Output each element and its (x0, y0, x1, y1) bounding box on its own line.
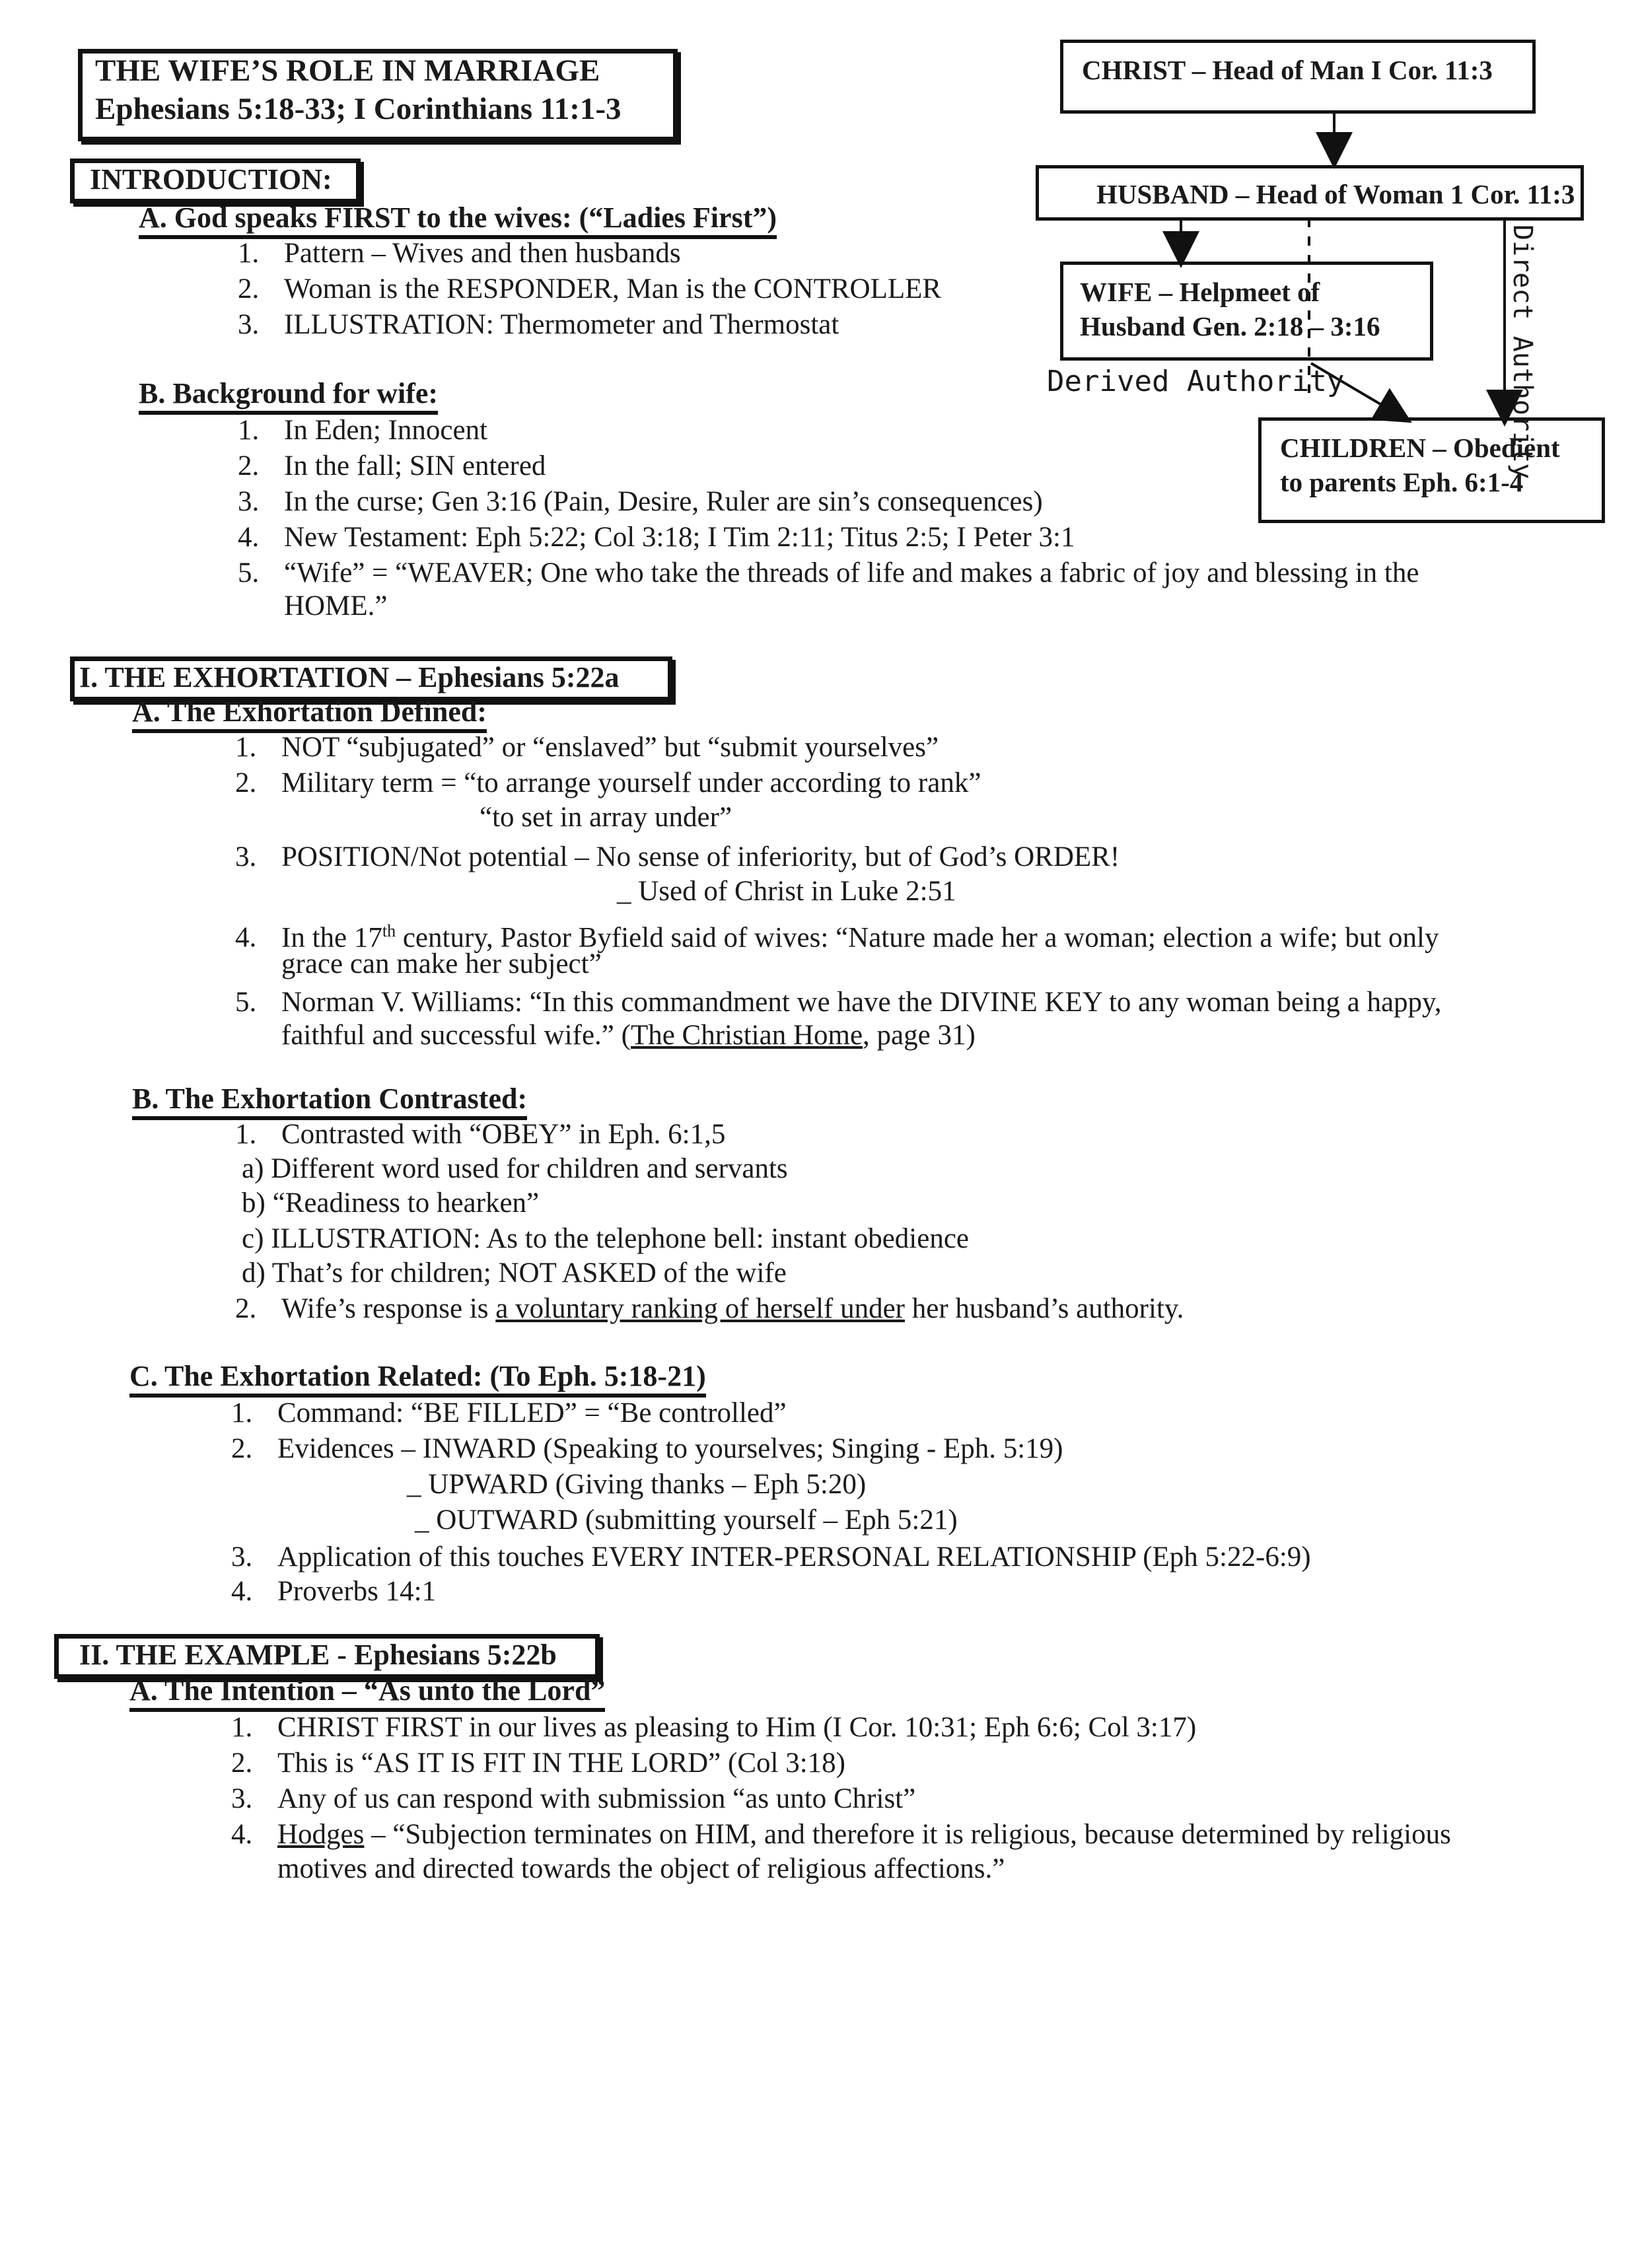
wife-label-line1: WIFE – Helpmeet of (1080, 277, 1320, 307)
list-item: 1. Contrasted with “OBEY” in Eph. 6:1,5 (235, 1119, 726, 1150)
list-item: 4. Proverbs 14:1 (231, 1576, 437, 1607)
list-item: 1. CHRIST FIRST in our lives as pleasing to Him (I Cor. 10:31; Eph 6:6; Col 3:17) (231, 1712, 1197, 1743)
list-item: 4. Hodges – “Subjection terminates on HIM, and therefore it is religious, because determined by religious (231, 1819, 1451, 1850)
list-item: 1. In Eden; Innocent (238, 415, 488, 446)
direct-authority-label: Direct Authority (1507, 225, 1538, 479)
derived-authority-label: Derived Authority (1047, 365, 1345, 398)
list-item-continuation: _ Used of Christ in Luke 2:51 (617, 876, 956, 907)
list-item-continuation: _ UPWARD (Giving thanks – Eph 5:20) (407, 1469, 867, 1500)
section2-a-heading: A. The Intention – “As unto the Lord” (129, 1674, 605, 1712)
list-item: 5. “Wife” = “WEAVER; One who take the threads of life and makes a fabric of joy and blessing in the (238, 557, 1419, 588)
list-item: 2. Wife’s response is a voluntary ranking of herself under her husband’s authority. (235, 1293, 1184, 1324)
children-label-line2: to parents Eph. 6:1-4 (1280, 467, 1524, 497)
list-item-continuation: HOME.” (284, 590, 388, 621)
list-item: 2. Woman is the RESPONDER, Man is the CONTROLLER (238, 273, 942, 304)
husband-label: HUSBAND – Head of Woman 1 Cor. 11:3 (1096, 179, 1575, 209)
list-item: 4. In the 17th century, Pastor Byfield said of wives: “Nature made her a woman; election a wife; but only (235, 921, 1439, 954)
sub-item: b) “Readiness to hearken” (242, 1187, 540, 1219)
list-item: 1. NOT “subjugated” or “enslaved” but “submit yourselves” (235, 732, 939, 763)
list-item: 2. Evidences – INWARD (Speaking to yourselves; Singing - Eph. 5:19) (231, 1433, 1063, 1464)
intro-heading: INTRODUCTION: (90, 163, 332, 195)
sub-item: d) That’s for children; NOT ASKED of the wife (242, 1258, 787, 1289)
sub-item: c) ILLUSTRATION: As to the telephone bell: instant obedience (242, 1223, 970, 1254)
list-item: 1. Pattern – Wives and then husbands (238, 238, 681, 269)
list-item-continuation: motives and directed towards the object of religious affections.” (277, 1853, 1005, 1884)
document-subtitle: Ephesians 5:18-33; I Corinthians 11:1-3 (95, 92, 622, 126)
list-item-continuation: “to set in array under” (480, 802, 732, 833)
list-item: 5. Norman V. Williams: “In this commandment we have the DIVINE KEY to any woman being a happy, (235, 987, 1442, 1018)
section2-heading: II. THE EXAMPLE - Ephesians 5:22b (79, 1639, 557, 1671)
document-title: THE WIFE’S ROLE IN MARRIAGE (95, 53, 600, 88)
list-item-continuation: grace can make her subject” (281, 948, 602, 979)
children-label-line1: CHILDREN – Obedient (1280, 433, 1560, 463)
list-item: 3. POSITION/Not potential – No sense of inferiority, but of God’s ORDER! (235, 841, 1120, 872)
section1-c-heading: C. The Exhortation Related: (To Eph. 5:18-21) (129, 1359, 706, 1398)
list-item: 2. This is “AS IT IS FIT IN THE LORD” (Col 3:18) (231, 1748, 845, 1779)
wife-label-line2: Husband Gen. 2:18 – 3:16 (1080, 311, 1380, 341)
list-item: 1. Command: “BE FILLED” = “Be controlled” (231, 1398, 787, 1429)
christ-label: CHRIST – Head of Man I Cor. 11:3 (1082, 55, 1493, 85)
list-item: 3. In the curse; Gen 3:16 (Pain, Desire, Ruler are sin’s consequences) (238, 486, 1043, 517)
list-item-continuation: _ OUTWARD (submitting yourself – Eph 5:21) (415, 1505, 958, 1536)
intro-a-heading: A. God speaks FIRST to the wives: (“Ladies First”) (139, 201, 777, 239)
list-item: 2. Military term = “to arrange yourself under according to rank” (235, 767, 981, 798)
list-item-continuation: faithful and successful wife.” (The Christian Home, page 31) (281, 1020, 976, 1051)
section1-a-heading: A. The Exhortation Defined: (132, 695, 487, 733)
section1-b-heading: B. The Exhortation Contrasted: (132, 1082, 527, 1120)
intro-b-heading: B. Background for wife: (139, 376, 438, 415)
list-item: 2. In the fall; SIN entered (238, 450, 546, 481)
sub-item: a) Different word used for children and servants (242, 1153, 788, 1184)
list-item: 4. New Testament: Eph 5:22; Col 3:18; I Tim 2:11; Titus 2:5; I Peter 3:1 (238, 522, 1075, 553)
list-item: 3. Application of this touches EVERY INTER-PERSONAL RELATIONSHIP (Eph 5:22-6:9) (231, 1542, 1311, 1573)
section1-heading: I. THE EXHORTATION – Ephesians 5:22a (79, 661, 620, 693)
list-item: 3. Any of us can respond with submission “as unto Christ” (231, 1783, 916, 1814)
list-item: 3. ILLUSTRATION: Thermometer and Thermostat (238, 309, 839, 340)
